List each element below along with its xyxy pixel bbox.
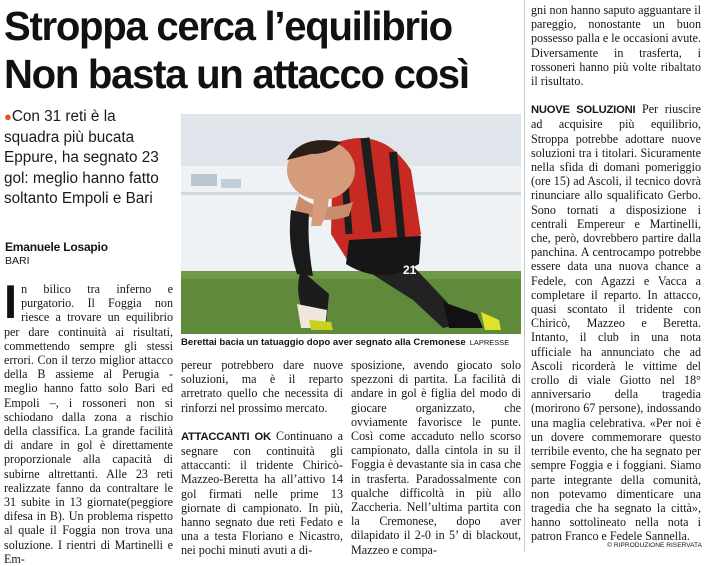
body-paragraph — [531, 102, 701, 543]
photo-caption — [181, 336, 521, 350]
body-column-4 — [531, 3, 701, 544]
body-paragraph: n bilico tra inferno e purgatorio. Il Foggia non riesce a trovare un equilibrio per dare continuità ai risultati, commettendo sempre gli stessi errori. Con il terzo miglior attacco della B assieme al Perugia - meglio hanno fatto solo Bari ed Empoli –, i rossoneri non si schiodano dalla zona a rischio della classifica. La grande facilità di andare in gol è direttamente proporzionale alla capacità di subirne altrettanti. Alle 23 reti realizzate fanno da contraltare le 31 subite in 13 giornate(peggiore difesa in B). Un problema rispetto al quale il Foggia non trova una soluzione. I rientri di Martinelli e Em- — [4, 282, 173, 566]
footballer-kneeling-illustration — [181, 114, 521, 334]
drop-cap: I — [4, 275, 18, 328]
body-text: Continuano a segnare con continuità gli attaccanti: il tridente Chiricò-Mazzeo-Beretta ha all’attivo 14 gol firmati nelle prime 13 giornate di campionato. In più, hanno segnato due reti Fedato e una a testa Floriano e Nicastro, nei pochi minuti avuti a di- — [181, 428, 343, 558]
body-column-3 — [351, 358, 521, 557]
bullet-icon: ● — [4, 109, 12, 124]
body-column-2 — [181, 358, 343, 558]
body-paragraph: gni non hanno saputo agguantare il pareggio, nonostante un buon possesso palla e le occasioni avute. Diversamente in trasferta, i rossoneri hanno più volte ribaltato il risultato. — [531, 3, 701, 89]
dateline-place: BARI — [5, 255, 30, 267]
subheadline — [4, 107, 174, 210]
body-text: Per riuscire ad acquisire più equilibrio, Stroppa potrebbe adottare nuove soluzioni tra i titolari. Sicuramente nella sfida di domani pomeriggio (ore 15) ad Ascoli, il tecnico dovrà rinunciare allo squalificato Gerbo. Sono tornati a disposizione i centrali Empereur e Martinelli, che, però, dovrebbero partire dalla panchina. A centrocampo potrebbe essere data una nuova chance a Fedele, con Agazzi e Vacca a completare il reparto. In attacco, quasi scontato il tridente con Chiricò, Mazzeo e Beretta. Intanto, il club in una nota ufficiale ha annunciato che ad Ascoli ricorderà le vittime del crollo di viale Giotto nel 18° anniversario della tragedia (morirono 67 persone), indossando una maglia celebrativa. «Per noi è un dovere commemorare questo terribile evento, che ha segnato per sempre Foggia e i foggiani. Siamo parte integrante della comunità, non potevamo dimenticare una tragedia che ha segnato la città», hanno sottolineato nella nota i patron Franco e Fedele Sannella. — [531, 102, 701, 544]
caption-text: Berettai bacia un tatuaggio dopo aver segnato alla Cremonese — [181, 337, 466, 348]
section-lead-nuove-soluzioni: NUOVE SOLUZIONI — [531, 104, 636, 117]
body-paragraph: sposizione, avendo giocato solo spezzoni di partita. La facilità di andare in gol è figlia del modo di giocare organizzato, che ovviamente favorisce le punte. Così come accaduto nello scorso campionato, dalla cintola in su il Foggia è devastante sia in casa che in trasferta. Paradossalmente con qualche difficoltà in più allo Zaccheria. Nell’ultima partita con la Cremonese, dopo aver dilapidato il 2-0 in 5’ di blackout, Mazzeo e compa- — [351, 358, 521, 557]
subheadline-text: Con 31 reti è la squadra più bucata Eppure, ha segnato 23 gol: meglio hanno fatto soltanto Empoli e Bari — [4, 108, 159, 207]
section-lead-attaccanti: ATTACCANTI OK — [181, 430, 271, 443]
author-name: Emanuele Losapio — [5, 240, 108, 254]
body-paragraph — [181, 429, 343, 558]
copyright-notice: © RIPRODUZIONE RISERVATA — [607, 542, 702, 549]
column-divider — [524, 0, 525, 552]
svg-text:21: 21 — [403, 263, 417, 277]
headline-line-1: Stroppa cerca l’equilibrio — [4, 3, 452, 49]
headline-line-2: Non basta un attacco così — [4, 51, 469, 97]
article-photo — [181, 114, 521, 334]
byline — [5, 240, 177, 267]
body-column-1 — [4, 275, 173, 566]
body-paragraph: pereur potrebbero dare nuove soluzioni, ma è il reparto arretrato quello che necessita di rinforzi nel prossimo mercato. — [181, 358, 343, 415]
photo-credit: LAPRESSE — [469, 338, 510, 347]
